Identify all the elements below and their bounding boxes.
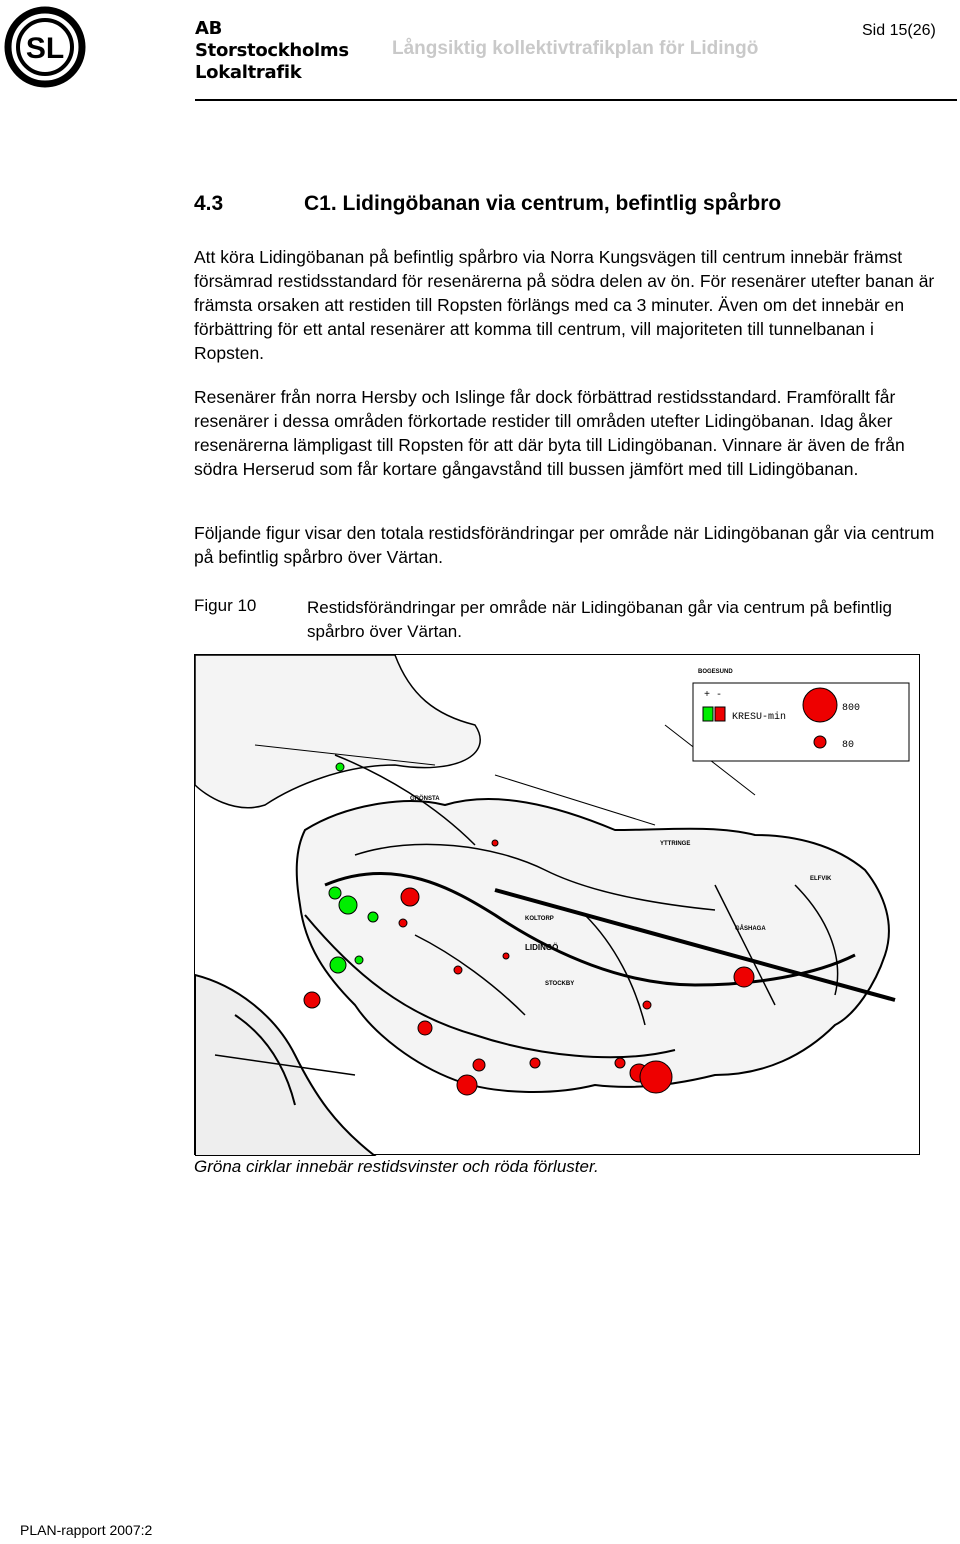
gain-circle — [330, 957, 346, 973]
document-title: Långsiktig kollektivtrafikplan för Lidingö — [392, 38, 759, 59]
loss-circle — [399, 919, 407, 927]
legend-small-circle — [814, 736, 826, 748]
company-name — [195, 18, 349, 84]
page-number: Sid 15(26) — [862, 22, 936, 39]
place-label: GRÖNSTA — [410, 796, 440, 802]
logo-text: SL — [25, 32, 65, 65]
loss-circle — [530, 1058, 540, 1068]
gain-circle — [329, 887, 341, 899]
north-coast — [195, 655, 480, 808]
map-legend — [693, 683, 909, 761]
loss-circle — [473, 1059, 485, 1071]
legend-small-value: 80 — [842, 740, 855, 751]
loss-circle — [454, 966, 462, 974]
figure-note: Gröna cirklar innebär restidsvinster och röda förluster. — [194, 1157, 599, 1176]
place-label: STOCKBY — [545, 981, 575, 987]
place-label: ELFVIK — [810, 876, 832, 882]
loss-circle — [643, 1001, 651, 1009]
figure-caption: Restidsförändringar per område när Lidingöbanan går via centrum på befintlig spårbro över Värtan. — [307, 598, 892, 641]
loss-circle — [457, 1075, 477, 1095]
place-label: LIDINGÖ — [525, 943, 559, 952]
header-divider — [195, 99, 957, 101]
sl-logo — [4, 6, 86, 88]
place-label: BOGESUND — [698, 669, 733, 675]
legend-signs: + - — [704, 690, 723, 701]
loss-circle — [640, 1061, 672, 1093]
legend-gain-swatch — [703, 707, 713, 721]
section-title: C1. Lidingöbanan via centrum, befintlig spårbro — [304, 192, 782, 215]
legend-unit-label: KRESU-min — [732, 712, 787, 723]
gain-circle — [336, 763, 344, 771]
company-line: AB — [195, 18, 223, 39]
loss-circle — [418, 1021, 432, 1035]
section-heading — [194, 192, 781, 216]
loss-circle — [492, 840, 498, 846]
paragraph: Följande figur visar den totala restidsförändringar per område när Lidingöbanan går via centrum på befintlig spårbro över Värtan. — [194, 523, 935, 567]
island-outline — [297, 799, 889, 1092]
legend-large-value: 800 — [842, 703, 861, 714]
figure-label: Figur 10 — [194, 596, 257, 615]
gain-circle — [339, 896, 357, 914]
loss-circle — [304, 992, 320, 1008]
place-label: YTTRINGE — [660, 841, 691, 847]
gain-circle — [368, 912, 378, 922]
paragraph: Att köra Lidingöbanan på befintlig spårbro via Norra Kungsvägen till centrum innebär främst försämrad restidsstandard för resenärerna på södra delen av ön. För resenärer utefter banan är främsta orsaken att restiden till Ropsten förlängs med ca 3 minuter. Även om det innebär en förbättring för ett antal resenärer att komma till centrum, vill majoriteten till tunnelbanan i Ropsten. — [194, 247, 935, 363]
footer-text: PLAN-rapport 2007:2 — [20, 1522, 153, 1538]
loss-circle — [503, 953, 509, 959]
loss-circle — [401, 888, 419, 906]
travel-time-map — [194, 654, 920, 1155]
loss-circle — [734, 967, 754, 987]
legend-loss-swatch — [715, 707, 725, 721]
legend-large-circle — [803, 688, 837, 722]
place-label: KOLTORP — [525, 916, 554, 922]
company-line: Lokaltrafik — [195, 62, 302, 83]
gain-circle — [355, 956, 363, 964]
paragraph: Resenärer från norra Hersby och Islinge får dock förbättrad restidsstandard. Framförallt får resenärer i dessa områden förkortade restider till områden utefter Lidingöbanan. Idag åker resenärerna lämpligast till Ropsten för att där byta till Lidingöbanan. Vinnare är även de från södra Herserud som får kortare gångavstånd till bussen jämfört med till Lidingöbanan. — [194, 387, 905, 479]
map-graphic — [195, 655, 921, 1156]
place-label: GÅSHAGA — [735, 926, 766, 932]
section-number: 4.3 — [194, 192, 224, 215]
loss-circle — [615, 1058, 625, 1068]
company-line: Storstockholms — [195, 40, 349, 61]
